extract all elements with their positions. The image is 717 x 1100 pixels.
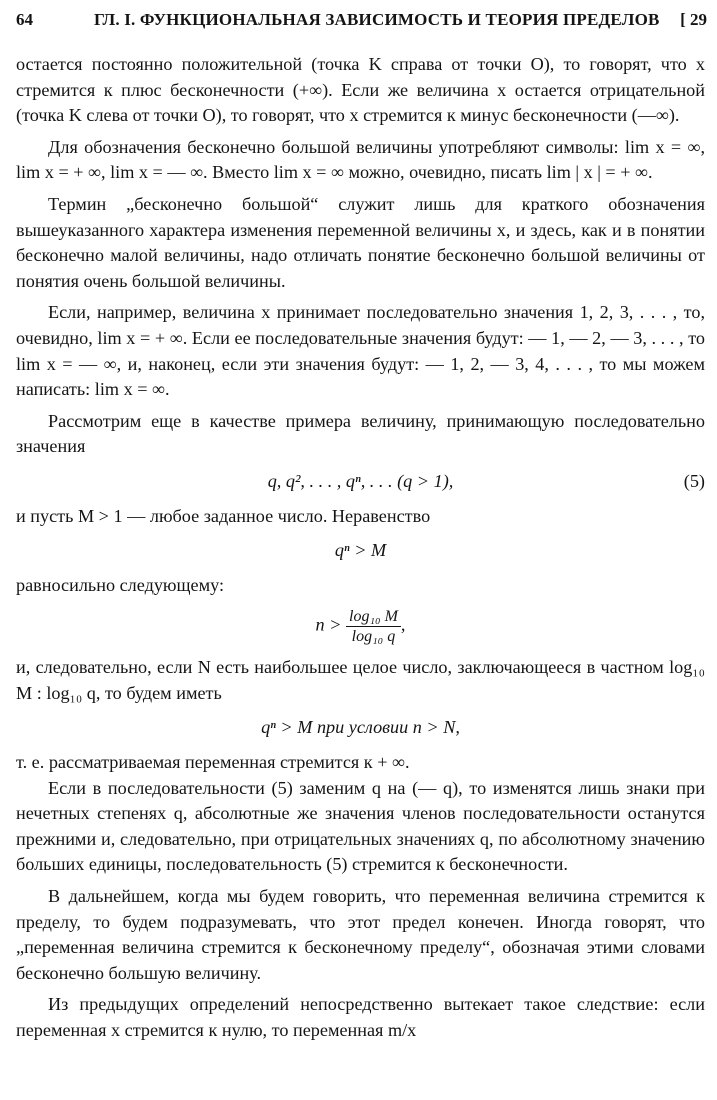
- paragraph: Рассмотрим еще в качестве примера величину, принимающую последовательно значения: [16, 410, 705, 457]
- paragraph: Термин „бесконечно большой“ служит лишь для краткого обозначения вышеуказанного характера изменения переменной величины x, и здесь, как и в понятии бесконечно малой величины, надо отличать понятие бесконечно большой величины от понятия очень большой величины.: [16, 193, 705, 291]
- formula-fraction: [16, 607, 705, 646]
- formula-condition: [16, 715, 705, 741]
- paragraph: т. е. рассматриваемая переменная стремится к + ∞.: [16, 752, 410, 773]
- formula-text: qⁿ > M: [334, 540, 387, 561]
- paragraph: Если, например, величина x принимает последовательно значения 1, 2, 3, . . . , то, очевидно, lim x = + ∞. Если ее последовательные значения будут: — 1, — 2, — 3, . . . , то lim x = — ∞, и, наконец, если эти значения будут: — 1, 2, — 3, 4, . . . , то мы можем написать: lim x = ∞.: [16, 302, 705, 400]
- paragraph: равносильно следующему:: [16, 574, 224, 595]
- paragraph: и, следовательно, если N есть наибольшее целое число, заключающееся в частном log₁₀ M : log₁₀ q, то будем иметь: [16, 657, 705, 703]
- section-marker: [ 29: [680, 10, 707, 29]
- fraction-numerator: log₁₀ M: [346, 607, 401, 627]
- paragraph: Если в последовательности (5) заменим q на (— q), то изменятся лишь знаки при нечетных степенях q, абсолютные же значения членов последовательности останутся прежними и, следовательно, при отрицательных значениях q, по абсолютному значению больших единицы, последовательность (5) стремится к бесконечности.: [16, 777, 705, 875]
- running-title: ГЛ. I. ФУНКЦИОНАЛЬНАЯ ЗАВИСИМОСТЬ И ТЕОРИЯ ПРЕДЕЛОВ: [94, 10, 660, 29]
- fraction-denominator: log₁₀ q: [351, 628, 396, 646]
- paragraph: В дальнейшем, когда мы будем говорить, что переменная величина стремится к пределу, то будем подразумевать, что этот предел конечен. Иногда говорят, что „переменная величина стремится к бесконечному пределу“, обозначая этими словами бесконечно большую величину.: [16, 886, 705, 983]
- formula-tail: ,: [400, 614, 406, 635]
- fraction: [346, 607, 401, 646]
- paragraph: остается постоянно положительной (точка K справа от точки O), то говорят, что x стремится к плюс бесконечности (+∞). Если же величина x остается отрицательной (точка K слева от точки O), то говорят, что x стремится к минус бесконечности (—∞).: [16, 54, 705, 126]
- page-body: [16, 52, 705, 1044]
- paragraph: Для обозначения бесконечно большой величины употребляют символы: lim x = ∞, lim x = + ∞, lim x = — ∞. Вместо lim x = ∞ можно, очевидно, писать lim | x | = + ∞.: [16, 136, 705, 183]
- formula-text: q, q², . . . , qⁿ, . . . (q > 1),: [267, 470, 454, 491]
- equation-number: (5): [683, 470, 705, 491]
- paragraph: и пусть M > 1 — любое заданное число. Неравенство: [16, 505, 431, 526]
- page-number: 64: [16, 10, 33, 29]
- running-header: [16, 10, 707, 36]
- formula-lhs: n >: [315, 614, 342, 635]
- formula-inequality: [16, 538, 705, 564]
- paragraph: Из предыдущих определений непосредственно вытекает такое следствие: если переменная x стремится к нулю, то переменная m/x: [16, 994, 705, 1040]
- formula-sequence: [16, 469, 705, 495]
- formula-text: qⁿ > M при условии n > N,: [261, 717, 460, 738]
